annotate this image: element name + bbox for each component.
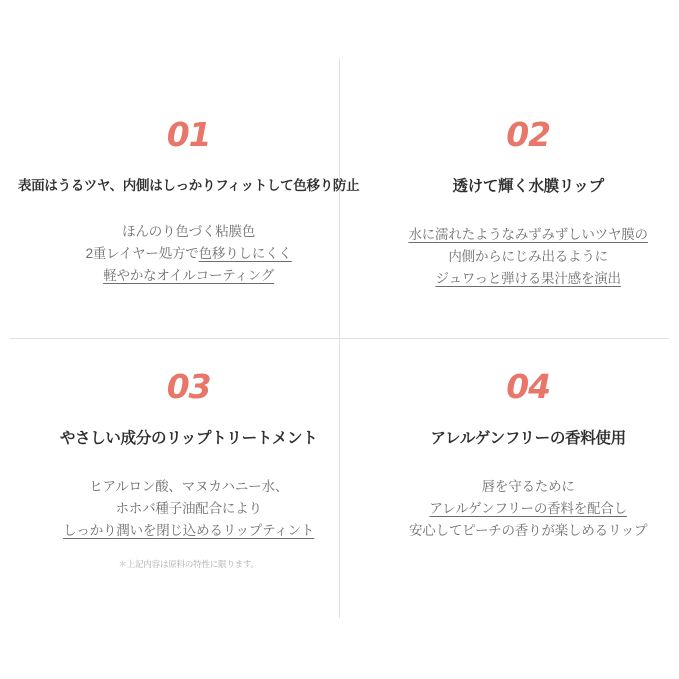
feature-number: 04	[506, 367, 551, 406]
feature-body-line-plain: 2重レイヤー処方で	[85, 246, 199, 262]
feature-headline: アレルゲンフリーの香料使用	[430, 430, 626, 447]
feature-body-line: 軽やかなオイルコーティング	[103, 267, 275, 283]
feature-body-line: ほんのり色づく粘膜色	[122, 224, 256, 240]
feature-body-line: しっかり潤いを閉じ込めるリップティント	[63, 522, 315, 538]
feature-body	[63, 476, 314, 542]
feature-body-line: ヒアルロン酸、マヌカハニー水、	[89, 478, 289, 494]
feature-cell-02	[377, 58, 679, 338]
feature-grid	[0, 58, 679, 618]
feature-body	[86, 221, 292, 287]
feature-headline: やさしい成分のリップトリートメント	[59, 430, 318, 447]
feature-body-line: ホホバ種子油配合により	[115, 500, 262, 516]
feature-headline: 透けて輝く水膜リップ	[452, 178, 604, 195]
feature-number: 01	[166, 115, 211, 154]
feature-body-line: 水に濡れたようなみずみずしいツヤ膜の	[408, 226, 648, 242]
feature-body	[408, 224, 647, 290]
feature-cell-03	[0, 338, 377, 618]
feature-cell-01	[0, 58, 377, 338]
feature-body-line: 安心してピーチの香りが楽しめるリップ	[408, 522, 648, 538]
feature-cell-04	[377, 338, 679, 618]
feature-body-line: ジュワっと弾ける果汁感を演出	[435, 270, 621, 286]
feature-body-line	[86, 243, 292, 265]
feature-body-line: 内側からにじみ出るように	[448, 248, 608, 264]
feature-headline: 表面はうるツヤ、内側はしっかりフィットして色移り防止	[18, 178, 360, 193]
feature-body-line-underlined: 色移りしにくく	[198, 246, 292, 262]
feature-note: ＊上記内容は原料の特性に限ります。	[118, 558, 259, 569]
feature-body-line: アレルゲンフリーの香料を配合し	[429, 500, 627, 516]
feature-number: 02	[506, 115, 551, 154]
feature-body	[409, 476, 647, 542]
feature-body-line: 唇を守るために	[481, 478, 575, 494]
feature-number: 03	[166, 367, 211, 406]
